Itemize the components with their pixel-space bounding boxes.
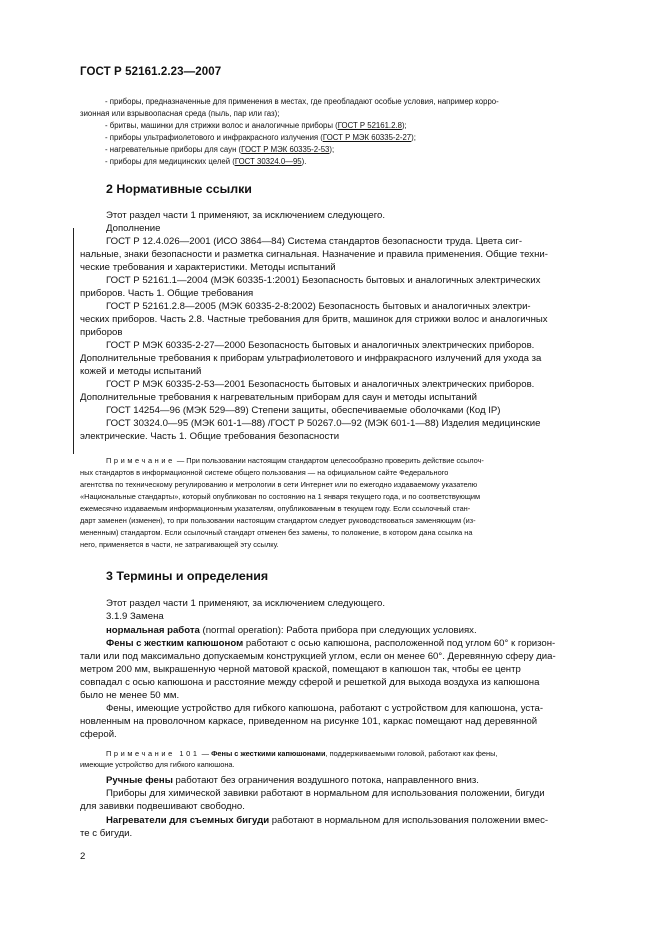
note-line: ных стандартов в информационной системе общего пользования — на официальном сайте Федерального	[80, 468, 449, 477]
term: Фены с жестким капюшоном	[106, 638, 244, 649]
reference-entry: ческих приборов. Часть 2.8. Частные требования для бритв, машинок для стрижки волос и аналогичных	[80, 314, 548, 325]
reference-entry: кожей и методы испытаний	[80, 366, 202, 377]
list-item: - приборы, предназначенные для применения в местах, где преобладают особые условия, например корро-	[105, 97, 499, 106]
reference-entry: приборов. Часть 1. Общие требования	[80, 288, 254, 299]
note-line: агентства по техническому регулированию и метрологии в сети Интернет или по ежегодно издаваемому указателю	[80, 480, 478, 489]
note-line: него, применяется в части, не затрагивающей эту ссылку.	[80, 540, 279, 549]
reference-entry: Дополнительные требования к нагревательным приборам для саун и методы испытаний	[80, 392, 477, 403]
reference-entry: приборов	[80, 327, 123, 338]
note-line: дарт заменен (изменен), то при пользовании настоящим стандартом следует руководствоваться заменяющим (из-	[80, 516, 476, 525]
reference-entry: ГОСТ 30324.0—95 (МЭК 601-1—88) /ГОСТ Р 50267.0—92 (МЭК 601-1—88) Изделия медицинские	[106, 418, 541, 429]
paragraph-line: новленным на проволочном каркасе, приведенном на рисунке 101, каркас помещают над деревянной	[80, 716, 538, 727]
paragraph: Нагреватели для съемных бигуди работают в нормальном для использования положении вмес-	[106, 815, 549, 826]
clause-number: 3.1.9 Замена	[106, 611, 164, 622]
reference-entry: ГОСТ Р 52161.2.8—2005 (МЭК 60335-2-8:2002) Безопасность бытовых и аналогичных электри-	[106, 301, 531, 312]
paragraph: Ручные фены работают без ограничения воздушного потока, направленного вниз.	[106, 775, 479, 786]
standard-reference: ГОСТ 30324.0—95	[234, 157, 302, 166]
reference-entry: электрические. Часть 1. Общие требования безопасности	[80, 431, 340, 442]
section-heading: 3 Термины и определения	[106, 569, 269, 583]
paragraph: Фены с жестким капюшоном работают с осью капюшона, расположенной под углом 60° к горизон-	[106, 638, 556, 649]
note-label: Примечание 101	[106, 749, 200, 758]
term: Фены с жесткими капюшонами	[211, 749, 326, 758]
note-line: имеющие устройство для гибкого капюшона.	[80, 760, 235, 769]
paragraph-line: сферой.	[80, 729, 117, 740]
reference-entry: ГОСТ Р МЭК 60335-2-53—2001 Безопасность бытовых и аналогичных электрических приборов.	[106, 379, 535, 390]
list-item: - бритвы, машинки для стрижки волос и аналогичные приборы (ГОСТ Р 52161.2.8);	[105, 121, 407, 130]
note-label: Примечание	[106, 456, 175, 465]
paragraph: Дополнение	[106, 223, 161, 234]
paragraph-line: Приборы для химической завивки работают в нормальном для использования положении, бигуди	[106, 788, 545, 799]
standard-reference: ГОСТ Р МЭК 60335-2-27	[322, 133, 412, 142]
list-item: - приборы для медицинских целей (ГОСТ 30324.0—95).	[105, 157, 307, 166]
reference-entry: ГОСТ 14254—96 (МЭК 529—89) Степени защиты, обеспечиваемые оболочками (Код IP)	[106, 405, 501, 416]
standard-reference: ГОСТ Р 52161.2.8	[337, 121, 402, 130]
term-definition: нормальная работа (normal operation): Работа прибора при следующих условиях.	[106, 625, 477, 636]
reference-entry: ГОСТ Р 52161.1—2004 (МЭК 60335-1:2001) Безопасность бытовых и аналогичных электрических	[106, 275, 541, 286]
note-line: Примечание 101 — Фены с жесткими капюшонами, поддерживаемыми головой, работают как фены,	[106, 749, 498, 758]
term: нормальная работа	[106, 625, 200, 636]
paragraph-line: совпадал с осью капюшона и расстояние между сферой и решеткой для выхода воздуха из капюшона	[80, 677, 540, 688]
paragraph-line: для завивки подвешивают свободно.	[80, 801, 245, 812]
paragraph-line: было не менее 50 мм.	[80, 690, 180, 701]
list-item: - нагревательные приборы для саун (ГОСТ Р МЭК 60335-2-53);	[105, 145, 335, 154]
note-line: «Национальные стандарты», который опубликован по состоянию на 1 января текущего года, и по соответствующим	[80, 492, 481, 501]
term: Ручные фены	[106, 775, 173, 786]
page-number: 2	[80, 851, 86, 862]
reference-entry: Дополнительные требования к приборам ультрафиолетового и инфракрасного излучений для ухода за	[80, 353, 542, 364]
reference-entry: ГОСТ Р МЭК 60335-2-27—2000 Безопасность бытовых и аналогичных электрических приборов.	[106, 340, 535, 351]
list-item-continuation: зионная или взрывоопасная среда (пыль, пар или газ);	[80, 109, 280, 118]
term: Нагреватели для съемных бигуди	[106, 815, 270, 826]
list-item: - приборы ультрафиолетового и инфракрасного излучения (ГОСТ Р МЭК 60335-2-27);	[105, 133, 416, 142]
note-line: мененным) стандартом. Если ссылочный стандарт отменен без замены, то положение, в котором дана ссылка на	[80, 528, 473, 537]
reference-entry: нальные, знаки безопасности и разметка сигнальная. Назначение и правила применения. Общие техни-	[80, 249, 548, 260]
change-bar	[73, 228, 74, 454]
note-line: Примечание — При пользовании настоящим стандартом целесообразно проверить действие ссылоч-	[106, 456, 484, 465]
standard-reference: ГОСТ Р МЭК 60335-2-53	[241, 145, 330, 154]
paragraph: Этот раздел части 1 применяют, за исключением следующего.	[106, 598, 386, 609]
reference-entry: ческие требования и характеристики. Методы испытаний	[80, 262, 336, 273]
reference-entry: ГОСТ Р 12.4.026—2001 (ИСО 3864—84) Система стандартов безопасности труда. Цвета сиг-	[106, 236, 523, 247]
paragraph-line: Фены, имеющие устройство для гибкого капюшона, работают с устройством для капюшона, уста-	[106, 703, 544, 714]
section-heading: 2 Нормативные ссылки	[106, 182, 252, 196]
paragraph-line: те с бигуди.	[80, 828, 133, 839]
note-line: ежемесячно издаваемым информационным указателям, опубликованным в текущем году. Если ссылочный стан-	[80, 504, 471, 513]
paragraph: Этот раздел части 1 применяют, за исключением следующего.	[106, 210, 386, 221]
paragraph-line: метром 200 мм, выкрашенную черной матовой краской, помещают в капюшон так, чтобы ее центр	[80, 664, 521, 675]
document-header: ГОСТ Р 52161.2.23—2007	[80, 66, 222, 78]
paragraph-line: тали или под максимально допускаемым конструкцией углом, если он менее 60°. Деревянную сферу диа-	[80, 651, 556, 662]
